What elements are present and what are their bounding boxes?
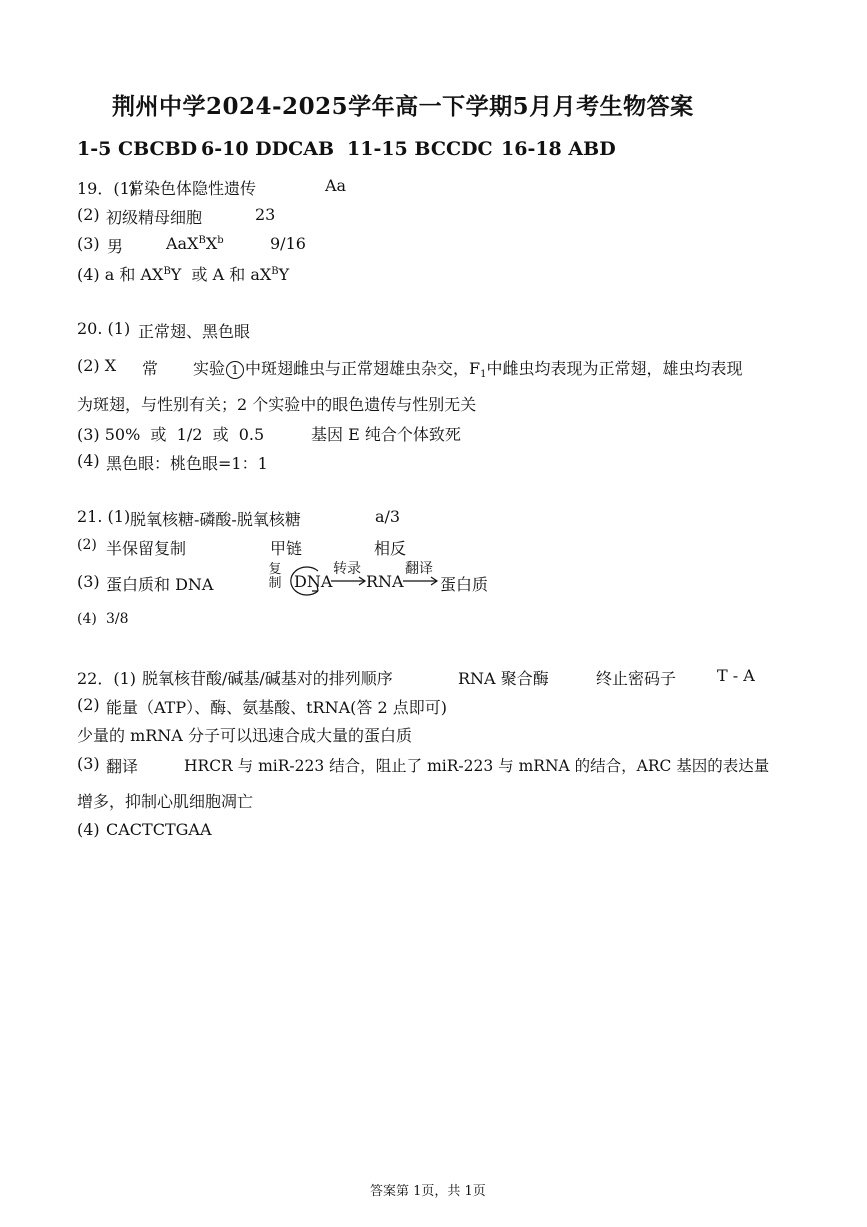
q22-part1-text: 脱氧核苷酸/碱基/碱基对的排列顺序 [142,669,393,688]
translation-label: 翻译 [405,561,433,577]
q21-part4-label: (4) [77,611,97,627]
q20-part1-text: 正常翅、黑色眼 [138,322,251,341]
q20-part1-label: 20. (1) [77,319,131,338]
q22-part2-label: (2) [77,695,100,714]
q21-part3-text: 蛋白质和 DNA [106,575,214,594]
q19-part2-answer: 23 [255,205,276,224]
q20-part2-label: (2) X [77,356,117,375]
replication-label: 复制 [268,562,282,591]
q20-part4-text: 黑色眼：桃色眼=1：1 [106,454,268,473]
q22-part3-word: 翻译 [106,757,139,776]
transcription-label: 转录 [333,561,361,577]
q19-part4: (4) a 和 $AX^BY$ 或 A 和 $aX^BY$ [77,265,290,284]
q19-part3-answer: 9/16 [270,234,306,253]
q21-part2-label: (2) [77,537,97,553]
dna-label: DNA [294,572,333,591]
q19-part1-answer: Aa [325,176,347,195]
q21-part2-text: 半保留复制 [106,539,187,558]
q22-part1-answer1: RNA 聚合酶 [458,669,549,688]
q19-part2-text: 初级精母细胞 [106,208,203,227]
transcription-arrow [331,576,367,586]
q22-part4-text: CACTCTGAA [106,820,212,839]
protein-label: 蛋白质 [440,575,489,594]
q19-part1-label: 19．(1) [77,179,137,198]
mc-group-2: 6-10 DDCAB [201,138,335,160]
rna-label: RNA [366,572,404,591]
q20-part2-text: 实验 1 中斑翅雌虫与正常翅雄虫杂交，$F_1$中雌虫均表现为正常翅，雄虫均表现 [193,359,743,380]
q22-part4-label: (4) [77,820,100,839]
circled-number: 1 [226,361,244,379]
mc-group-4: 16-18 ABD [501,138,616,160]
q21-part1-label: 21. (1) [77,507,131,526]
q20-part3-text: 基因 E 纯合个体致死 [311,425,461,444]
q21-part2-answer2: 相反 [374,539,407,558]
page-footer: 答案第 1页，共 1页 [370,1184,486,1199]
q20-part4-label: (4) [77,451,100,470]
q20-part2-word: 常 [142,359,159,378]
q20-part3-label: (3) 50% 或 1/2 或 0.5 [77,425,265,444]
q22-part1-label: 22．(1) [77,669,137,688]
q22-part1-answer3: T - A [717,666,755,685]
q20-part2-line2: 为斑翅，与性别有关；2 个实验中的眼色遗传与性别无关 [77,395,477,414]
q19-part3-genotype: $AaX^BX^b$ [166,234,224,253]
q22-part1-answer2: 终止密码子 [596,669,677,688]
q22-part3-label: (3) [77,754,100,773]
mc-group-1: 1-5 CBCBD [77,138,198,160]
q21-part4-text: 3/8 [106,611,129,627]
q21-part1-answer: a/3 [375,507,401,526]
q22-part3-text: HRCR 与 miR-223 结合，阻止了 miR-223 与 mRNA 的结合，ARC 基因的表达量 [184,757,770,775]
q19-part1-text: 常染色体隐性遗传 [128,179,257,198]
translation-arrow [403,576,439,586]
q19-part3-label: (3) [77,234,100,253]
q22-part2-text: 能量（ATP）、酶、氨基酸、tRNA(答 2 点即可) [106,698,447,717]
q19-part3-text: 男 [107,237,124,256]
page-title: 荆州中学2024-2025学年高一下学期5月月考生物答案 [112,93,694,120]
q21-part3-label: (3) [77,572,100,591]
q22-part3-line2: 增多，抑制心肌细胞凋亡 [77,792,254,811]
q21-part2-answer1: 甲链 [270,539,303,558]
q19-part2-label: (2) [77,205,100,224]
q21-part1-text: 脱氧核糖-磷酸-脱氧核糖 [130,510,301,529]
mc-group-3: 11-15 BCCDC [347,138,493,160]
q22-part2-line2: 少量的 mRNA 分子可以迅速合成大量的蛋白质 [77,726,412,745]
